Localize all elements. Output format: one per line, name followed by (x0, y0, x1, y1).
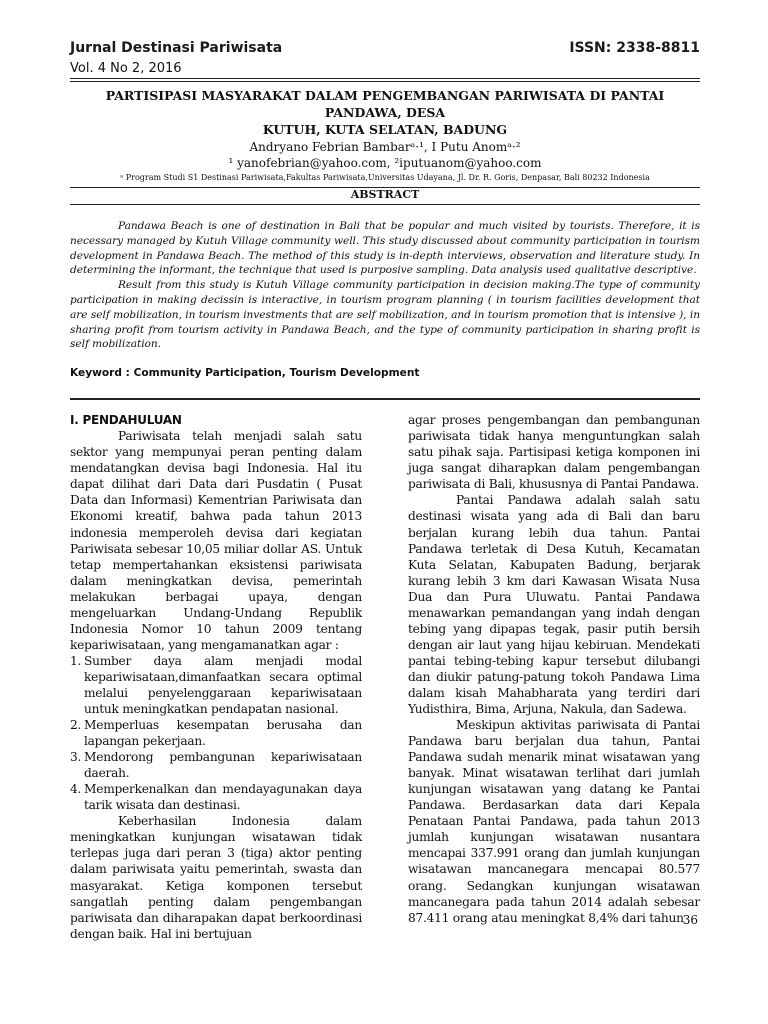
right-column (408, 412, 700, 942)
body-columns (70, 412, 700, 942)
issn: ISSN: 2338-8811 (569, 40, 700, 56)
list-item (70, 749, 362, 781)
section-divider (70, 398, 700, 400)
affiliation: ᵃ Program Studi S1 Destinasi Pariwisata,Fakultas Pariwisata,Universitas Udayana, Jl. Dr. R. Goris, Denpasar, Bali 80232 Indonesia (120, 173, 650, 182)
title-line: PARTISIPASI MASYARAKAT DALAM PENGEMBANGAN PARIWISATA DI PANTAI PANDAWA, DESA (105, 88, 665, 120)
volume-info: Vol. 4 No 2, 2016 (70, 61, 182, 76)
list-item (70, 781, 362, 813)
journal-header (70, 40, 700, 56)
journal-name: Jurnal Destinasi Pariwisata (70, 40, 283, 56)
abstract-heading: ABSTRACT (70, 187, 700, 205)
section-heading: I. PENDAHULUAN (70, 413, 182, 428)
authors: Andryano Febrian Bambarᵃ·¹, I Putu Anomᵃ·² (249, 140, 521, 154)
author-emails: ¹ yanofebrian@yahoo.com, ²iputuanom@yahoo.com (228, 156, 542, 170)
page (70, 40, 700, 942)
list-text: Sumber daya alam menjadi modal kepariwisataan,dimanfaatkan secara optimal melalui penyelenggaraan kepariwisataan untuk meningkatkan pendapatan nasional. (84, 653, 362, 717)
list-text: Memperluas kesempatan berusaha dan lapangan pekerjaan. (84, 718, 362, 749)
title-line: KUTUH, KUTA SELATAN, BADUNG (262, 122, 508, 137)
abstract-paragraph: Pandawa Beach is one of destination in Bali that be popular and much visited by tourists. Therefore, it is necessary managed by Kutuh Village community well. This study discussed about community participation in tourism development in Pandawa Beach. The method of this study is in-depth interviews, observation and literature study. In determining the informant, the technique that used is purposive sampling. Data analysis used qualitative descriptive. (70, 220, 700, 277)
body-paragraph: Pariwisata telah menjadi salah satu sektor yang mempunyai peran penting dalam mendatangkan devisa bagi Indonesia. Hal itu dapat dilihat dari Data dari Pusdatin ( Pusat Data dan Informasi) Kementrian Pariwisata dan Ekonomi kreatif, bahwa pada tahun 2013 indonesia memperoleh devisa dari kegiatan Pariwisata sebesar 10,05 miliar dollar AS. Untuk tetap mempertahankan eksistensi pariwisata dalam meningkatkan devisa, pemerintah melakukan berbagai upaya, dengan mengeluarkan Undang-Undang Republik Indonesia Nomor 10 tahun 2009 tentang kepariwisataan, yang mengamanatkan agar : (70, 429, 362, 652)
list-text: Memperkenalkan dan mendayagunakan daya tarik wisata dan destinasi. (84, 782, 362, 813)
body-paragraph: Keberhasilan Indonesia dalam meningkatkan kunjungan wisatawan tidak terlepas juga dari peran 3 (tiga) aktor penting dalam pariwisata yaitu pemerintah, swasta dan masyarakat. Ketiga komponen tersebut sangatlah penting dalam pengembangan pariwisata dan diharapakan dapat berkoordinasi dengan baik. Hal ini bertujuan (70, 814, 362, 941)
list-text: Mendorong pembangunan kepariwisataan daerah. (84, 750, 362, 781)
body-paragraph: Meskipun aktivitas pariwisata di Pantai Pandawa baru berjalan dua tahun, Pantai Pandawa sudah menarik minat wisatawan yang banyak. Minat wisatawan terlihat dari jumlah kunjungan wisatawan yang datang ke Pantai Pandawa. Berdasarkan data dari Kepala Penataan Pantai Pandawa, pada tahun 2013 jumlah kunjungan wisatawan nusantara mencapai 337.991 orang dan jumlah kunjungan wisatawan mancanegara mencapai 80.577 orang. Sedangkan kunjungan wisatawan mancanegara pada tahun 2014 adalah sebesar 87.411 orang atau meningkat 8,4% dari tahun (408, 718, 700, 925)
header-divider (70, 78, 700, 82)
list-number: 1. (70, 653, 82, 668)
list-item (70, 717, 362, 749)
left-column (70, 412, 362, 942)
abstract-body (70, 219, 700, 352)
body-paragraph: Pantai Pandawa adalah salah satu destinasi wisata yang ada di Bali dan baru berjalan kurang lebih dua tahun. Pantai Pandawa terletak di Desa Kutuh, Kecamatan Kuta Selatan, Kabupaten Badung, berjarak kurang lebih 3 km dari Kawasan Wisata Nusa Dua dan Pura Uluwatu. Pantai Pandawa menawarkan pemandangan yang indah dengan tebing yang dipapas tegak, pasir putih bersih dengan air laut yang hijau kebiruan. Mendekati pantai tebing-tebing kapur tersebut dilubangi dan diukir patung-patung tokoh Pandawa Lima dalam kisah Mahabharata yang terdiri dari Yudisthira, Bima, Arjuna, Nakula, dan Sadewa. (408, 493, 700, 717)
page-number: 36 (682, 913, 698, 927)
list-number: 2. (70, 718, 82, 733)
list-item (70, 653, 362, 717)
list-number: 3. (70, 750, 82, 765)
abstract-paragraph: Result from this study is Kutuh Village community participation in decision making.The type of community participation in making decissin is interactive, in tourism program planning ( in tourism facilities development that are self mobilization, in tourism investments that are self mobilization, and in tourism promotion that is intensive ), in sharing profit from tourism activity in Pandawa Beach, and the type of community participation in sharing profit is self mobilization. (70, 279, 700, 351)
paper-title (70, 87, 700, 138)
body-paragraph: agar proses pengembangan dan pembangunan pariwisata tidak hanya menguntungkan salah satu pihak saja. Partisipasi ketiga komponen ini juga sangat diharapkan dalam pengembangan pariwisata di Bali, khususnya di Pantai Pandawa. (408, 413, 700, 492)
keywords: Keyword : Community Participation, Tourism Development (70, 367, 420, 380)
list-number: 4. (70, 782, 82, 797)
